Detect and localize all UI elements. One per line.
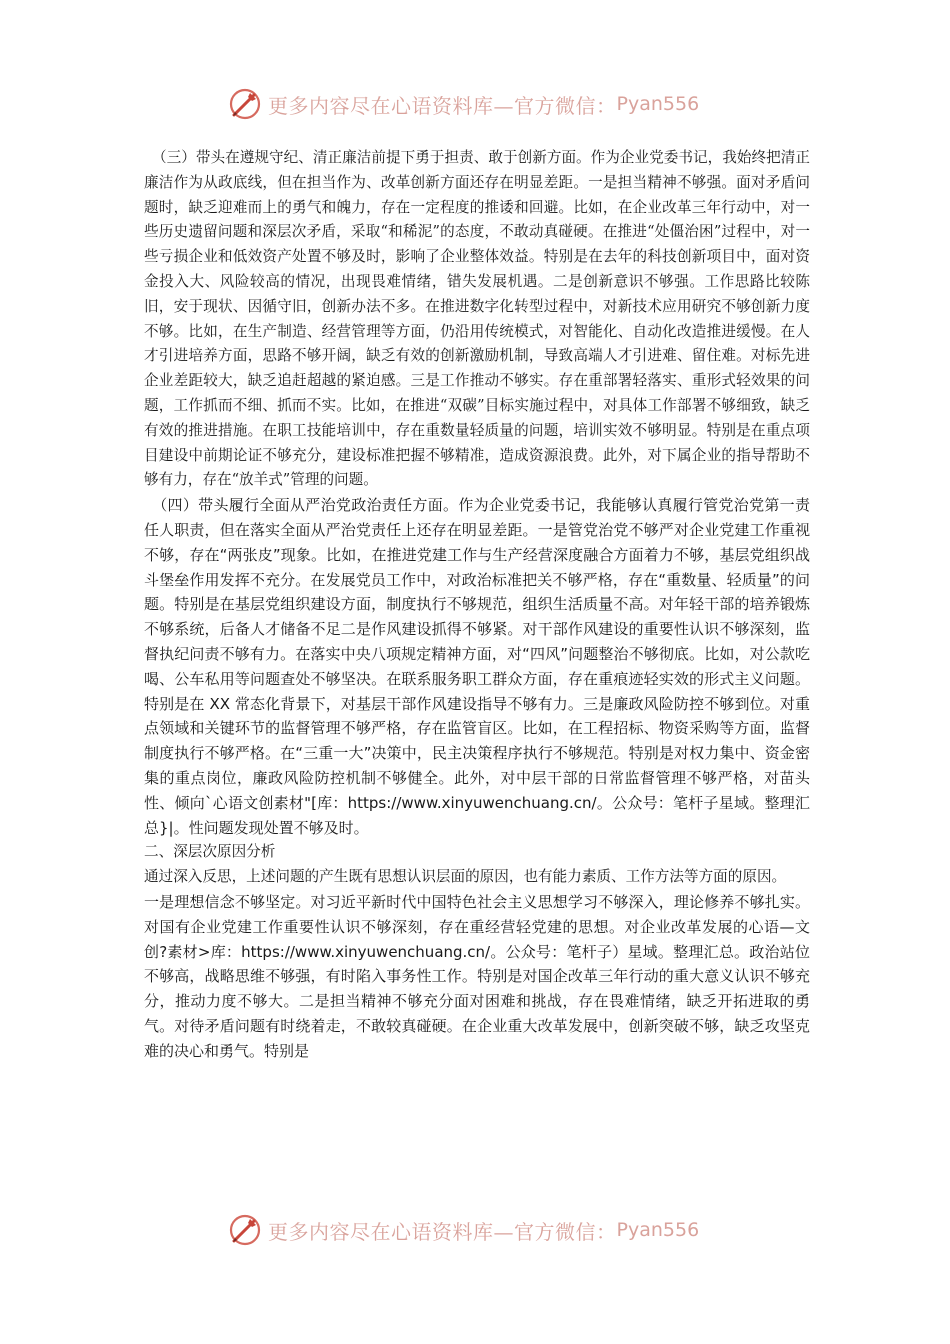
paragraph-section-3: （三）带头在遵规守纪、清正廉洁前提下勇于担责、敢于创新方面。作为企业党委书记，我始终把清正廉洁作为从政底线，但在担当作为、改革创新方面还存在明显差距。一是担当精神不够强。面对矛盾问题时，缺乏迎难而上的勇气和魄力，存在一定程度的推诿和回避。比如，在企业改革三年行动中，对一些历史遗留问题和深层次矛盾，采取“和稀泥”的态度，不敢动真碰硬。在推进“处僵治困”过程中，对一些亏损企业和低效资产处置不够及时，影响了企业整体效益。特别是在去年的科技创新项目中，面对资金投入大、风险较高的情况，出现畏难情绪，错失发展机遇。二是创新意识不够强。工作思路比较陈旧，安于现状、因循守旧，创新办法不多。在推进数字化转型过程中，对新技术应用研究不够创新力度不够。比如，在生产制造、经营管理等方面，仍沿用传统模式，对智能化、自动化改造推进缓慢。在人才引进培养方面，思路不够开阔，缺乏有效的创新激励机制，导致高端人才引进难、留住难。对标先进企业差距较大，缺乏追赶超越的紧迫感。三是工作推动不够实。存在重部署轻落实、重形式轻效果的问题，工作抓而不细、抓而不实。比如，在推进“双碳”目标实施过程中，对具体工作部署不够细致，缺乏有效的推进措施。在职工技能培训中，存在重数量轻质量的问题，培训实效不够明显。特别是在重点项目建设中前期论证不够充分，建设标准把握不够精准，造成资源浪费。此外，对下属企业的指导帮助不够有力，存在“放羊式”管理的问题。 (144, 149, 810, 489)
section-heading-2: 二、深层次原因分析 (144, 843, 276, 861)
header-banner (228, 86, 699, 122)
banner-wechat-id: Pyan556 (616, 93, 700, 115)
paragraph-reason-1: 一是理想信念不够坚定。对习近平新时代中国特色社会主义思想学习不够深入，理论修养不够扎实。对国有企业党建工作重要性认识不够深刻，存在重经营轻党建的思想。对企业改革发展的心语—文创?素材>库：https://www.xinyuwenchuang.cn/。公众号：笔杆子）星域。整理汇总。政治站位不够高，战略思维不够强，有时陷入事务性工作。特别是对国企改革三年行动的重大意义认识不够充分，推动力度不够大。二是担当精神不够充分面对困难和挑战，存在畏难情绪，缺乏开拓进取的勇气。对待矛盾问题有时绕着走，不敢较真碰硬。在企业重大改革发展中，创新突破不够，缺乏攻坚克难的决心和勇气。特别是 (144, 892, 810, 1060)
paragraph-section-4: （四）带头履行全面从严治党政治责任方面。作为企业党委书记，我能够认真履行管党治党第一责任人职责，但在落实全面从严治党责任上还存在明显差距。一是管党治党不够严对企业党建工作重视不够，存在“两张皮”现象。比如，在推进党建工作与生产经营深度融合方面着力不够，基层党组织战斗堡垒作用发挥不充分。在发展党员工作中，对政治标准把关不够严格，存在“重数量、轻质量”的问题。特别是在基层党组织建设方面，制度执行不够规范，组织生活质量不高。对年轻干部的培养锻炼不够系统，后备人才储备不足二是作风建设抓得不够紧。对干部作风建设的重要性认识不够深刻，监督执纪问责不够有力。在落实中央八项规定精神方面，对“四风”问题整治不够彻底。比如，对公款吃喝、公车私用等问题查处不够坚决。在联系服务职工群众方面，存在重痕迹轻实效的形式主义问题。特别是在 XX 常态化背景下，对基层干部作风建设指导不够有力。三是廉政风险防控不够到位。对重点领域和关键环节的监督管理不够严格，存在监管盲区。比如，在工程招标、物资采购等方面，监督制度执行不够严格。在“三重一大”决策中，民主决策程序执行不够规范。特别是对权力集中、资金密集的重点岗位，廉政风险防控机制不够健全。此外，对中层干部的日常监督管理不够严格，对苗头性、倾向`心语文创素材"[库：https://www.xinyuwenchuang.cn/。公众号：笔杆子星域。整理汇总}|。性问题发现处置不够及时。 (144, 496, 810, 837)
document-body (144, 146, 810, 1063)
pen-logo-icon (228, 1213, 262, 1247)
pen-logo-icon (228, 87, 262, 121)
banner-text: 更多内容尽在心语资料库—官方微信： (268, 1219, 617, 1244)
banner-wechat-id: Pyan556 (616, 1219, 700, 1241)
footer-banner (228, 1212, 699, 1248)
paragraph-intro: 通过深入反思，上述问题的产生既有思想认识层面的原因，也有能力素质、工作方法等方面的原因。 (144, 868, 787, 886)
banner-text: 更多内容尽在心语资料库—官方微信： (268, 93, 617, 118)
